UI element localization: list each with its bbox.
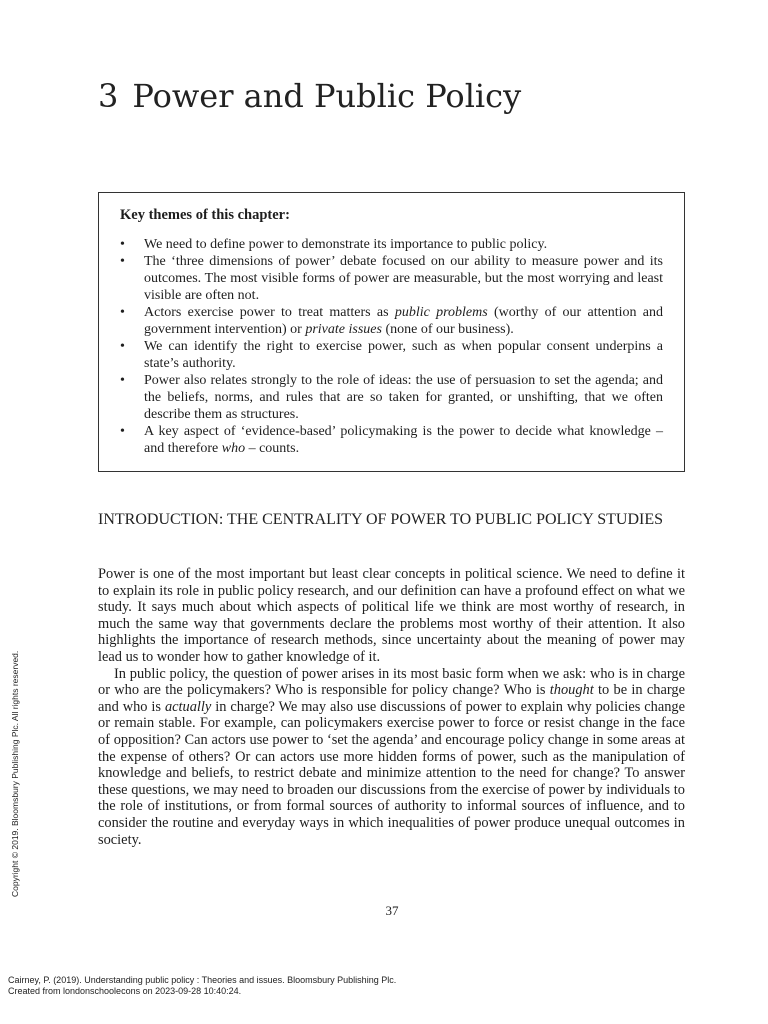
text-run: We can identify the right to exercise power, such as when popular consent underpins a state’s authority. bbox=[144, 339, 663, 371]
page-number: 37 bbox=[385, 903, 399, 918]
italic-text: public problems bbox=[394, 305, 488, 320]
key-themes-heading: Key themes of this chapter: bbox=[120, 207, 290, 223]
text-run: – counts. bbox=[245, 441, 300, 456]
key-theme-item bbox=[120, 338, 663, 372]
text-run: in charge? We may also use discussions of power to explain why policies change or remain stable. For example, can policymakers exercise power to force or resist change in the face of opposition? Can actors use power to ‘set the agenda’ and encourage policy change in some areas at the expense of others? Or can actors use more hidden forms of power, such as the manipulation of knowledge and beliefs, to restrict debate and minimize attention to the need for change? To answer these questions, we may need to broaden our discussions from the exercise of power by individuals to the role of institutions, or from formal sources of authority to informal sources of influence, and to consider the routine and everyday ways in which inequalities of power produce unequal outcomes in society. bbox=[98, 698, 686, 848]
italic-text: thought bbox=[549, 682, 594, 699]
body-text bbox=[98, 566, 685, 848]
text-run: The ‘three dimensions of power’ debate focused on our ability to measure power and its outcomes. The most visible forms of power are measurable, but the most worrying and least visible are often not. bbox=[144, 254, 663, 303]
italic-text: private issues bbox=[305, 322, 382, 337]
bullet-icon: • bbox=[120, 305, 125, 320]
text-run: We need to define power to demonstrate its importance to public policy. bbox=[144, 237, 548, 252]
text-run: (worthy of our attention and government intervention) or bbox=[144, 305, 663, 337]
citation-footer bbox=[8, 975, 396, 997]
key-theme-item bbox=[120, 304, 663, 338]
key-theme-item bbox=[120, 236, 663, 253]
text-run: A key aspect of ‘evidence-based’ policymaking is the power to decide what knowledge – and therefore bbox=[144, 424, 663, 456]
key-theme-item bbox=[120, 372, 663, 423]
key-themes-box bbox=[98, 192, 685, 472]
italic-text: who bbox=[221, 441, 246, 456]
side-copyright-notice: Copyright © 2019. Bloomsbury Publishing Plc. All rights reserved. bbox=[10, 650, 20, 897]
chapter-title bbox=[98, 72, 521, 120]
citation-line: Cairney, P. (2019). Understanding public policy : Theories and issues. Bloomsbury Publishing Plc. bbox=[8, 975, 397, 985]
chapter-title-text: Power and Public Policy bbox=[132, 77, 522, 115]
text-run: In public policy, the question of power arises in its most basic form when we ask: who is in charge or who are the policymakers? Who is responsible for policy change? Who is bbox=[98, 665, 685, 699]
bullet-icon: • bbox=[120, 373, 125, 388]
text-run: (none of our business). bbox=[381, 322, 514, 337]
text-run: to be in charge and who is bbox=[98, 682, 685, 715]
bullet-icon: • bbox=[120, 254, 125, 269]
bullet-icon: • bbox=[120, 237, 125, 252]
body-paragraph bbox=[98, 566, 685, 666]
text-run: Power is one of the most important but least clear concepts in political science. We need to define it to explain its role in public policy research, and our definition can have a profound effect on what we study. It says much about which aspects of political life we think are most worthy of research, in much the same way that governments declare the problems most worthy of their attention. It also highlights the importance of research methods, since uncertainty about the meaning of power may lead us to wonder how to gather knowledge of it. bbox=[98, 566, 685, 665]
bullet-icon: • bbox=[120, 424, 125, 439]
body-paragraph bbox=[98, 666, 685, 849]
bullet-icon: • bbox=[120, 339, 125, 354]
key-theme-item bbox=[120, 423, 663, 457]
text-run: Power also relates strongly to the role of ideas: the use of persuasion to set the agenda; and the beliefs, norms, and rules that are so taken for granted, or unshifting, that we often describe them as structures. bbox=[144, 373, 663, 422]
chapter-number: 3 bbox=[98, 77, 119, 115]
text-run: Actors exercise power to treat matters as bbox=[144, 305, 395, 320]
section-heading: INTRODUCTION: THE CENTRALITY OF POWER TO PUBLIC POLICY STUDIES bbox=[98, 511, 664, 528]
citation-created-line: Created from londonschoolecons on 2023-09-28 10:40:24. bbox=[8, 986, 242, 996]
italic-text: actually bbox=[164, 698, 212, 715]
key-themes-list bbox=[120, 236, 663, 457]
key-theme-item bbox=[120, 253, 663, 304]
